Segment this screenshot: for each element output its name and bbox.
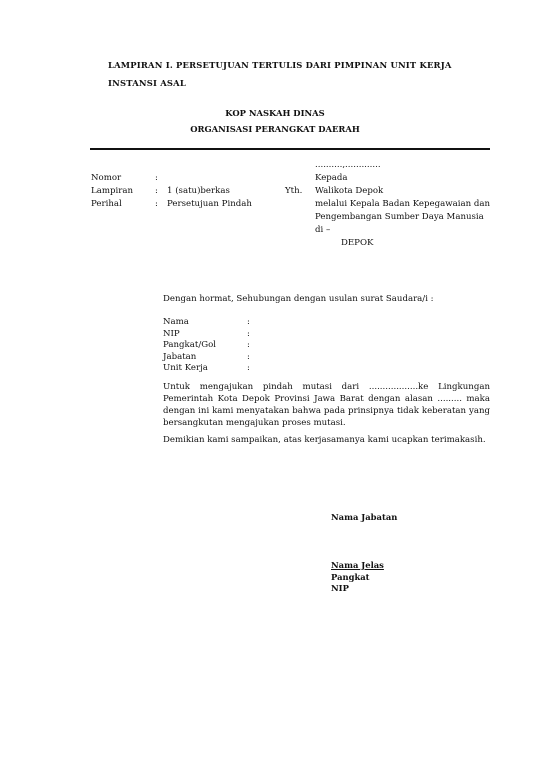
field-row: [163, 351, 363, 363]
field-row: [163, 339, 363, 351]
signatory-name: Nama Jelas: [331, 560, 384, 570]
recipient-line1: Walikota Depok: [315, 186, 384, 196]
letter-info-table: [91, 172, 281, 211]
info-colon: :: [155, 173, 158, 183]
field-label: Unit Kerja: [163, 363, 208, 373]
signatory-position: Nama Jabatan: [331, 512, 398, 522]
info-colon: :: [155, 199, 158, 209]
signatory-nip: NIP: [331, 583, 349, 593]
recipient-city: DEPOK: [341, 238, 374, 248]
attachment-heading: [108, 56, 478, 92]
info-value: 1 (satu)berkas: [167, 186, 230, 196]
letterhead-divider: [90, 148, 490, 150]
yth-label: Yth.: [285, 186, 303, 196]
letterhead-title: KOP NASKAH DINAS: [225, 108, 325, 118]
field-colon: :: [247, 340, 250, 350]
field-row: [163, 362, 363, 374]
info-label: Lampiran: [91, 186, 133, 196]
greeting: Dengan hormat, Sehubungan dengan usulan surat Saudara/i :: [163, 294, 434, 304]
letterhead-subtitle: ORGANISASI PERANGKAT DAERAH: [190, 124, 360, 134]
employee-fields: [163, 316, 363, 374]
field-row: [163, 316, 363, 328]
field-row: [163, 328, 363, 340]
recipient-di: di –: [315, 225, 331, 235]
info-colon: :: [155, 186, 158, 196]
info-row-lampiran: [91, 185, 281, 198]
recipient-line2: melalui Kepala Badan Kepegawaian dan Pengembangan Sumber Daya Manusia: [315, 199, 490, 222]
field-label: NIP: [163, 328, 180, 339]
field-label: Jabatan: [163, 351, 197, 362]
info-row-nomor: [91, 172, 281, 185]
place-date: ..........,.............: [315, 160, 381, 170]
field-colon: :: [247, 317, 250, 327]
body-paragraph-2: Demikian kami sampaikan, atas kerjasamanya kami ucapkan terimakasih.: [163, 435, 486, 445]
info-value: Persetujuan Pindah: [167, 199, 252, 209]
recipient-block: [315, 172, 490, 250]
attachment-heading-line2: INSTANSI ASAL: [108, 78, 186, 88]
info-row-perihal: [91, 198, 281, 211]
info-label: Perihal: [91, 199, 122, 209]
field-label: Nama: [163, 317, 189, 327]
field-label: Pangkat/Gol: [163, 340, 217, 350]
info-label: Nomor: [91, 173, 122, 183]
attachment-heading-line1: LAMPIRAN I. PERSETUJUAN TERTULIS DARI PIMPINAN UNIT KERJA: [108, 60, 452, 70]
field-colon: :: [247, 328, 250, 339]
body-paragraph-1: Untuk mengajukan pindah mutasi dari ..................ke Lingkungan Pemerintah Kota Depok Provinsi Jawa Barat dengan alasan ......... maka dengan ini kami menyatakan bahwa pada prinsipnya tidak keberatan yang bersangkutan mengajukan proses mutasi.: [163, 382, 490, 428]
field-colon: :: [247, 363, 250, 373]
recipient-kepada: Kepada: [315, 173, 348, 183]
signatory-rank: Pangkat: [331, 571, 370, 582]
field-colon: :: [247, 351, 250, 362]
